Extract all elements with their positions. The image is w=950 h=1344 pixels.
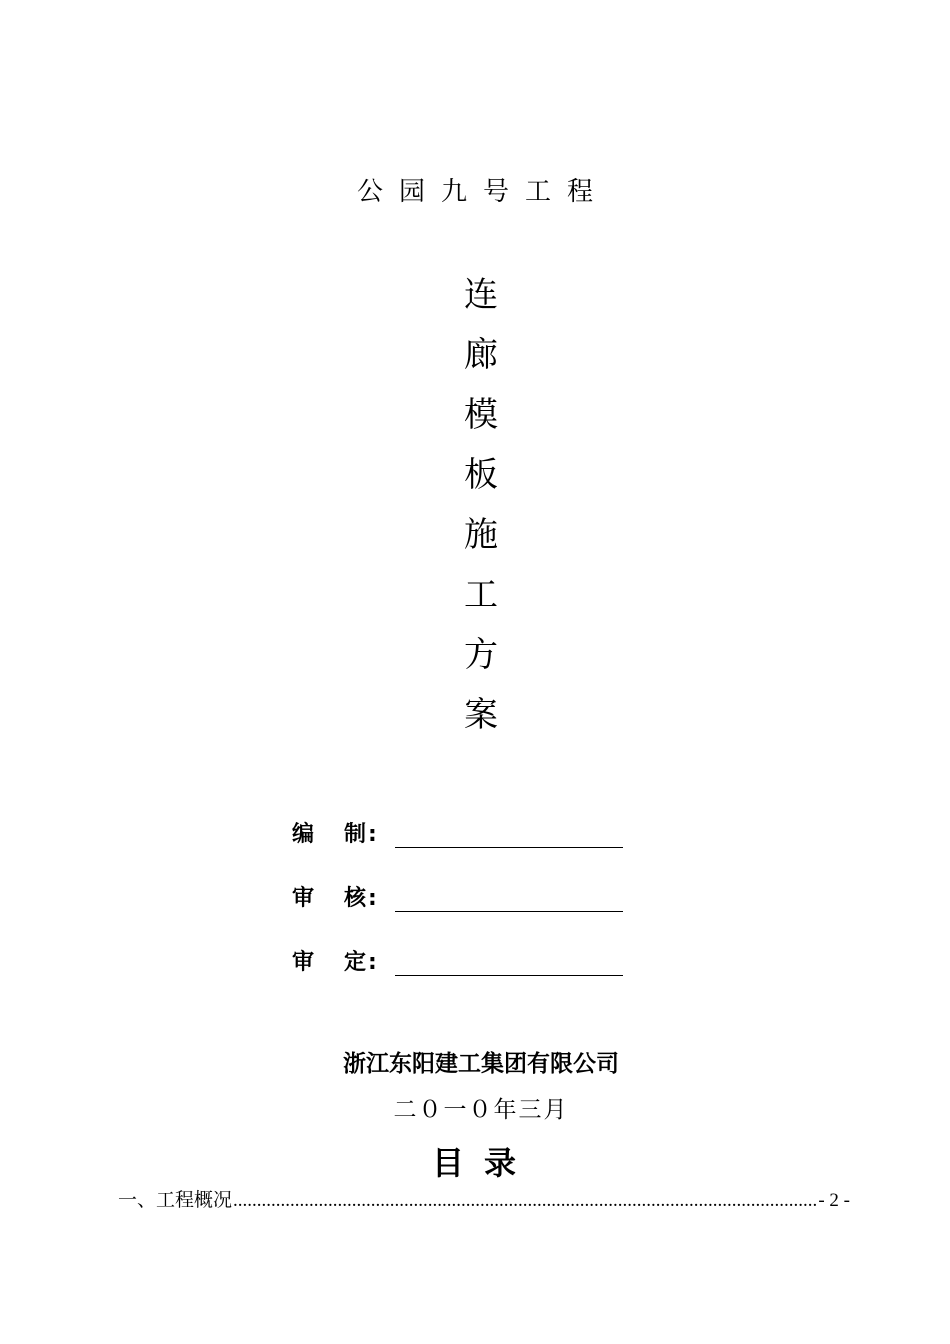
signature-row-reviewed — [292, 879, 632, 943]
project-title: 公园九号工程 — [356, 177, 609, 207]
toc-entry-text: 一、工程概况 — [118, 1190, 233, 1211]
document-title-char: 模 — [464, 395, 498, 435]
signature-row-compiled — [292, 815, 632, 879]
document-title-char: 廊 — [464, 335, 498, 375]
toc-title: 目录 — [431, 1144, 536, 1182]
document-title — [0, 270, 950, 750]
signature-label-char: 审 — [292, 886, 315, 911]
signature-row-approved — [292, 943, 632, 1007]
signature-label-char: 核 — [344, 886, 367, 911]
signature-block — [292, 815, 632, 1007]
document-title-char: 连 — [464, 275, 498, 315]
toc-entry-page: - 2 - — [818, 1190, 850, 1211]
signature-label-char: 编 — [292, 822, 315, 847]
signature-label-char: 定 — [344, 950, 367, 975]
signature-label-colon: : — [368, 822, 377, 847]
company-name: 浙江东阳建工集团有限公司 — [343, 1051, 619, 1077]
document-title-char: 工 — [464, 575, 498, 615]
signature-label-colon: : — [368, 950, 377, 975]
toc-dot-leader — [233, 1186, 817, 1216]
signature-line — [395, 847, 623, 848]
document-title-char: 方 — [464, 635, 498, 675]
document-title-char: 施 — [464, 515, 498, 555]
signature-line — [395, 911, 623, 912]
document-date: 二０一０年三月 — [393, 1097, 569, 1123]
signature-label-char: 制 — [344, 822, 367, 847]
document-title-char: 案 — [464, 695, 498, 735]
signature-label-colon: : — [368, 886, 377, 911]
signature-line — [395, 975, 623, 976]
toc-entry[interactable] — [118, 1186, 850, 1216]
signature-label-char: 审 — [292, 950, 315, 975]
document-title-char: 板 — [464, 455, 498, 495]
